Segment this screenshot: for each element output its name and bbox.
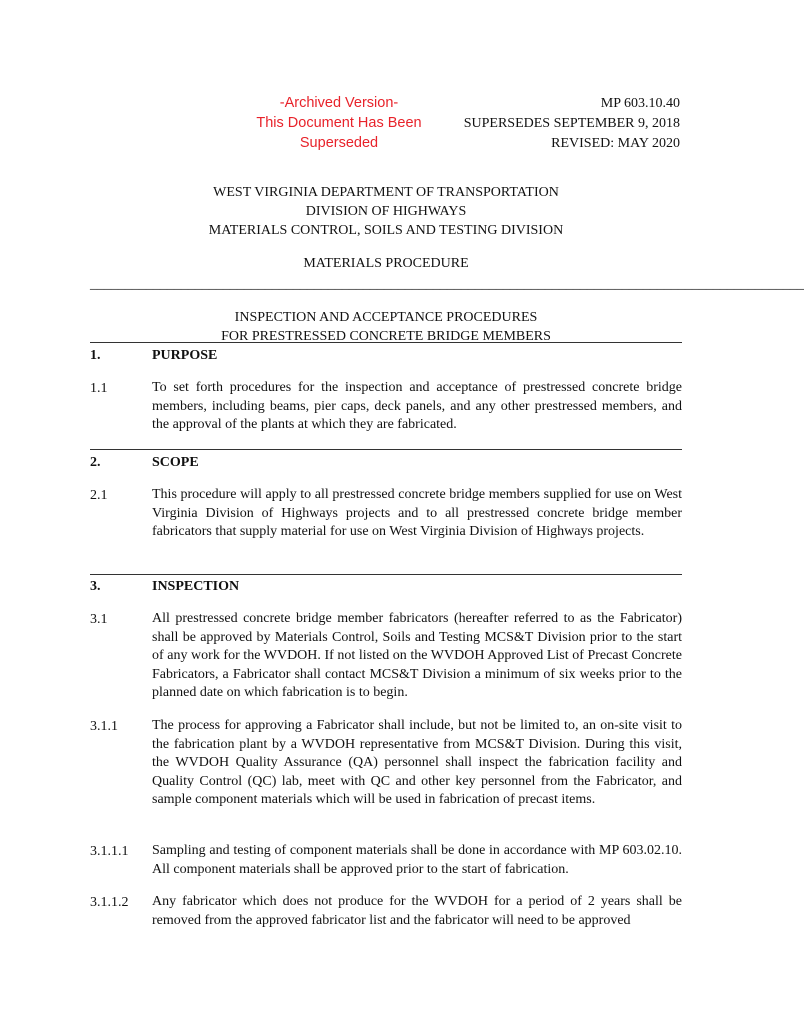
section-number: 3. bbox=[90, 579, 101, 594]
title-line-1: INSPECTION AND ACCEPTANCE PROCEDURES bbox=[234, 310, 538, 325]
archived-line-2: This Document Has Been bbox=[256, 115, 422, 131]
paragraph-number: 3.1.1 bbox=[90, 719, 118, 734]
agency-header bbox=[90, 183, 682, 240]
paragraph-number: 3.1 bbox=[90, 612, 108, 627]
paragraph-3-1: All prestressed concrete bridge member fabricators (hereafter referred to as the Fabricator) shall be approved by Materials Control, Soils and Testing MCS&T Division prior to the start of any work for the WVDOH. If not listed on the WVDOH Approved List of Precast Concrete Fabricators, a Fabricator shall contact MCS&T Division a minimum of six weeks prior to the planned date on which fabrication is to begin. bbox=[152, 611, 682, 701]
section-heading-purpose: PURPOSE bbox=[152, 348, 218, 363]
archived-line-1: -Archived Version- bbox=[279, 95, 399, 111]
section-divider bbox=[90, 449, 682, 450]
paragraph-1-1: To set forth procedures for the inspection and acceptance of prestressed concrete bridge members, including beams, pier caps, deck panels, and any other prestressed members, and the approval of the plants at which they are fabricated. bbox=[152, 380, 682, 433]
section-heading-scope: SCOPE bbox=[152, 455, 199, 470]
agency-line-2: DIVISION OF HIGHWAYS bbox=[305, 204, 467, 219]
paragraph-number: 2.1 bbox=[90, 488, 108, 503]
agency-line-3: MATERIALS CONTROL, SOILS AND TESTING DIVISION bbox=[208, 223, 564, 238]
supersedes-date: SUPERSEDES SEPTEMBER 9, 2018 bbox=[463, 116, 680, 131]
paragraph-2-1: This procedure will apply to all prestressed concrete bridge members supplied for use on West Virginia Division of Highways projects and to all prestressed concrete bridge member fabricators that supply material for use on West Virginia Division of Highways projects. bbox=[152, 487, 682, 540]
section-heading-inspection: INSPECTION bbox=[152, 579, 240, 594]
section-number: 2. bbox=[90, 455, 101, 470]
document-number: MP 603.10.40 bbox=[600, 96, 680, 111]
paragraph-number: 1.1 bbox=[90, 381, 108, 396]
agency-line-1: WEST VIRGINIA DEPARTMENT OF TRANSPORTATION bbox=[213, 185, 559, 200]
paragraph-number: 3.1.1.2 bbox=[90, 895, 129, 910]
header-rule: ______________________________________________________________________________________________________ bbox=[90, 277, 804, 292]
paragraph-3-1-1-1: Sampling and testing of component materials shall be done in accordance with MP 603.02.10. All component materials shall be approved prior to the start of fabrication. bbox=[152, 843, 682, 877]
paragraph-number: 3.1.1.1 bbox=[90, 844, 129, 859]
document-title bbox=[90, 308, 682, 346]
section-number: 1. bbox=[90, 348, 101, 363]
procedure-label: MATERIALS PROCEDURE bbox=[303, 256, 469, 271]
archived-line-3: Superseded bbox=[299, 135, 379, 151]
document-info bbox=[464, 94, 680, 154]
title-line-2: FOR PRESTRESSED CONCRETE BRIDGE MEMBERS bbox=[221, 329, 551, 344]
paragraph-3-1-1-2: Any fabricator which does not produce for the WVDOH for a period of 2 years shall be removed from the approved fabricator list and the fabricator will need to be approved bbox=[152, 894, 682, 928]
archived-notice bbox=[248, 93, 430, 153]
paragraph-3-1-1: The process for approving a Fabricator shall include, but not be limited to, an on-site visit to the fabrication plant by a WVDOH representative from MCS&T Division. During this visit, the WVDOH Quality Assurance (QA) personnel shall inspect the fabrication facility and Quality Control (QC) lab, meet with QC and other key personnel from the Fabricator, and sample component materials which will be used in fabrication of precast items. bbox=[152, 718, 682, 808]
revised-date: REVISED: MAY 2020 bbox=[551, 136, 680, 151]
section-divider bbox=[90, 574, 682, 575]
section-divider bbox=[90, 342, 682, 343]
